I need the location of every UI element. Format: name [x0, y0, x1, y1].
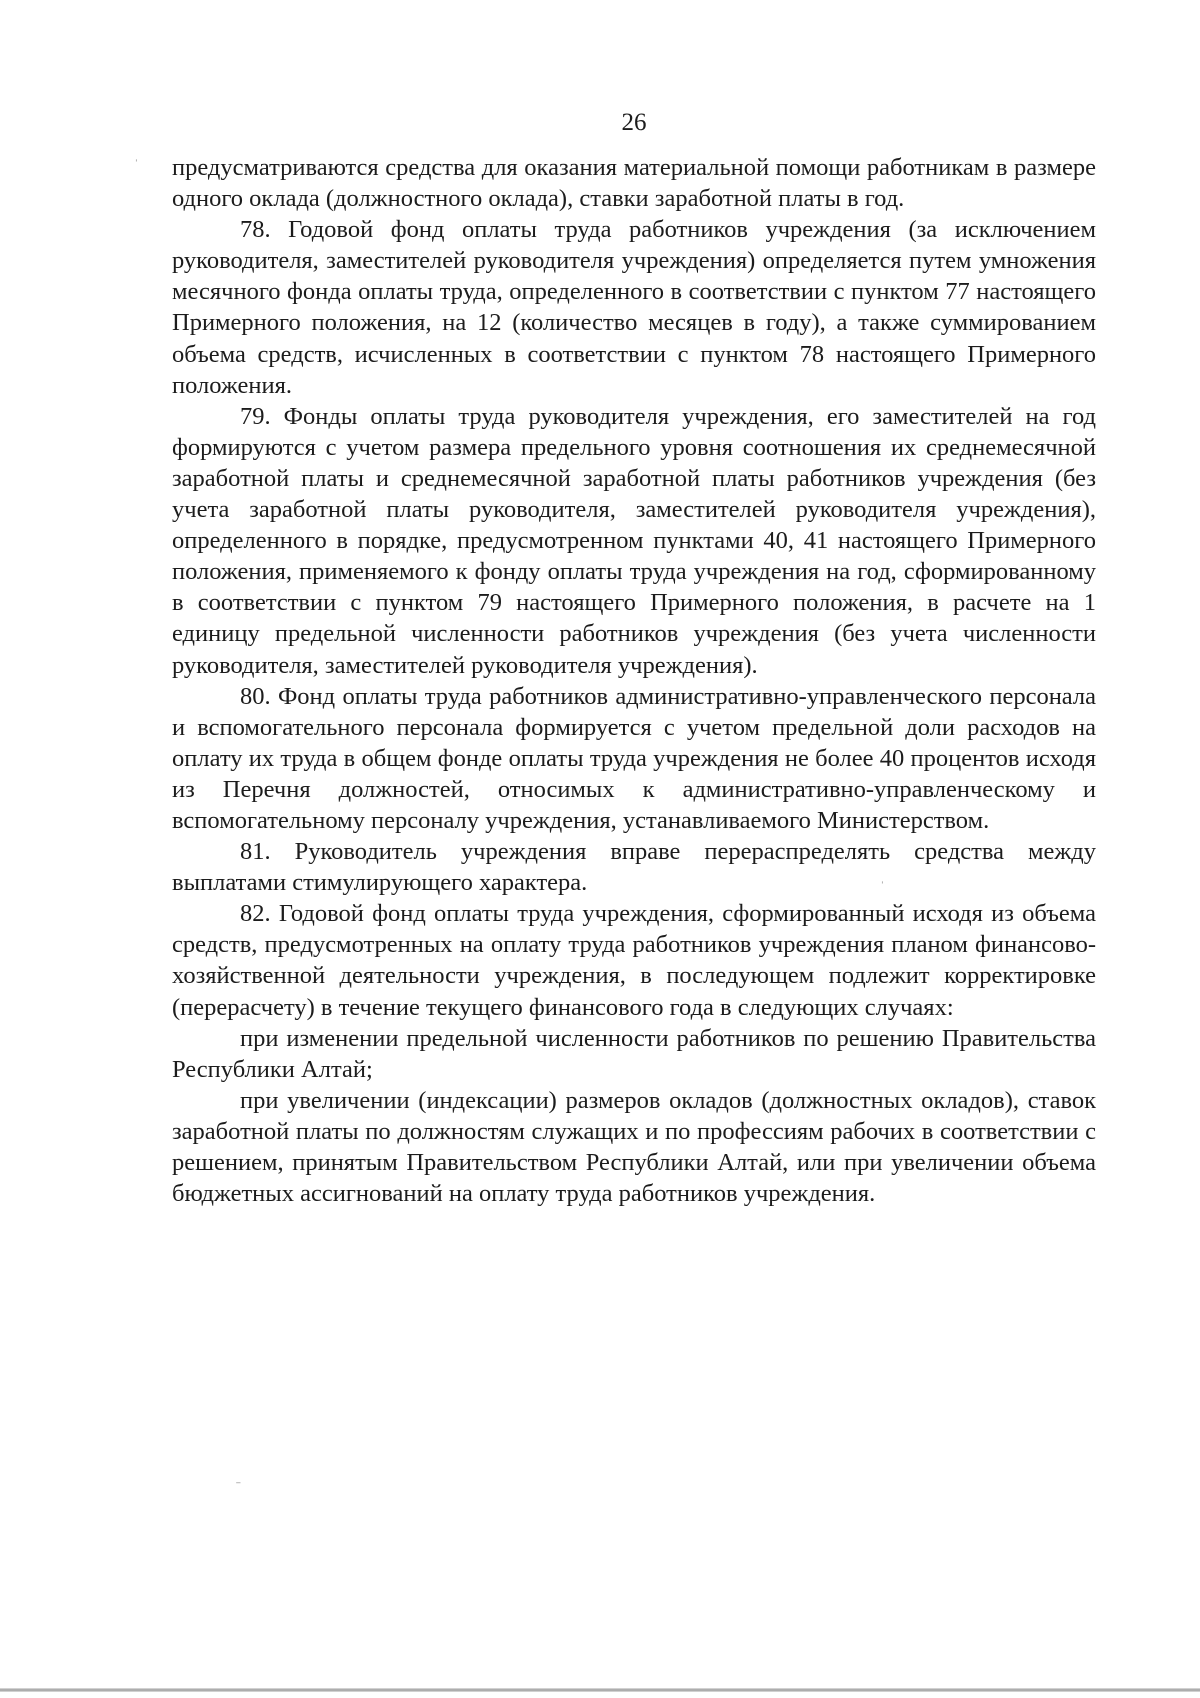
paragraph-case-indexation: при увеличении (индексации) размеров окладов (должностных окладов), ставок заработной платы по должностям служащих и по профессиям рабочих в соответствии с решением, принятым Правительством Республики Алтай, или при увеличении объема бюджетных ассигнований на оплату труда работников учреждения. — [172, 1086, 1096, 1208]
page-number: 26 — [621, 109, 647, 136]
scan-bottom-edge — [0, 1688, 1200, 1692]
paragraph-79: 79. Фонды оплаты труда руководителя учреждения, его заместителей на год формируются с учетом размера предельного уровня соотношения их среднемесячной заработной платы и среднемесячной заработной платы работников учреждения (без учета заработной платы руководителя, заместителей руководителя учреждения), определенного в порядке, предусмотренном пунктами 40, 41 настоящего Примерного положения, применяемого к фонду оплаты труда учреждения на год, сформированному в соответствии с пунктом 79 настоящего Примерного положения, в расчете на 1 единицу предельной численности работников учреждения (без учета численности руководителя, заместителей руководителя учреждения). — [172, 402, 1096, 679]
paragraph-80: 80. Фонд оплаты труда работников административно-управленческого персонала и вспомогательного персонала формируется с учетом предельной доли расходов на оплату их труда в общем фонде оплаты труда учреждения не более 40 процентов исходя из Перечня должностей, относимых к административно-управленческому и вспомогательному персоналу учреждения, устанавливаемого Министерством. — [172, 682, 1096, 834]
paragraph-case-headcount: при изменении предельной численности работников по решению Правительства Республики Алтай; — [172, 1024, 1096, 1083]
paragraph-continuation: предусматриваются средства для оказания материальной помощи работникам в размере одного оклада (должностного оклада), ставки заработной платы в год. — [172, 154, 1096, 213]
paragraph-82: 82. Годовой фонд оплаты труда учреждения, сформированный исходя из объема средств, предусмотренных на оплату труда работников учреждения планом финансово-хозяйственной деятельности учреждения, в последующем подлежит корректировке (перерасчету) в течение текущего финансового года в следующих случаях: — [172, 900, 1096, 1021]
paragraph-81: 81. Руководитель учреждения вправе перераспределять средства между выплатами стимулирующего характера. — [172, 838, 1096, 897]
scan-speck: ˈ — [880, 880, 885, 895]
paragraph-78: 78. Годовой фонд оплаты труда работников учреждения (за исключением руководителя, заместителей руководителя учреждения) определяется путем умножения месячного фонда оплаты труда, определенного в соответствии с пунктом 77 настоящего Примерного положения, на 12 (количество месяцев в году), а также суммированием объема средств, исчисленных в соответствии с пунктом 78 настоящего Примерного положения. — [172, 216, 1096, 399]
scan-speck: ˈ — [134, 158, 139, 173]
scan-speck: ˉ — [236, 1480, 241, 1495]
document-body — [172, 152, 1096, 1209]
